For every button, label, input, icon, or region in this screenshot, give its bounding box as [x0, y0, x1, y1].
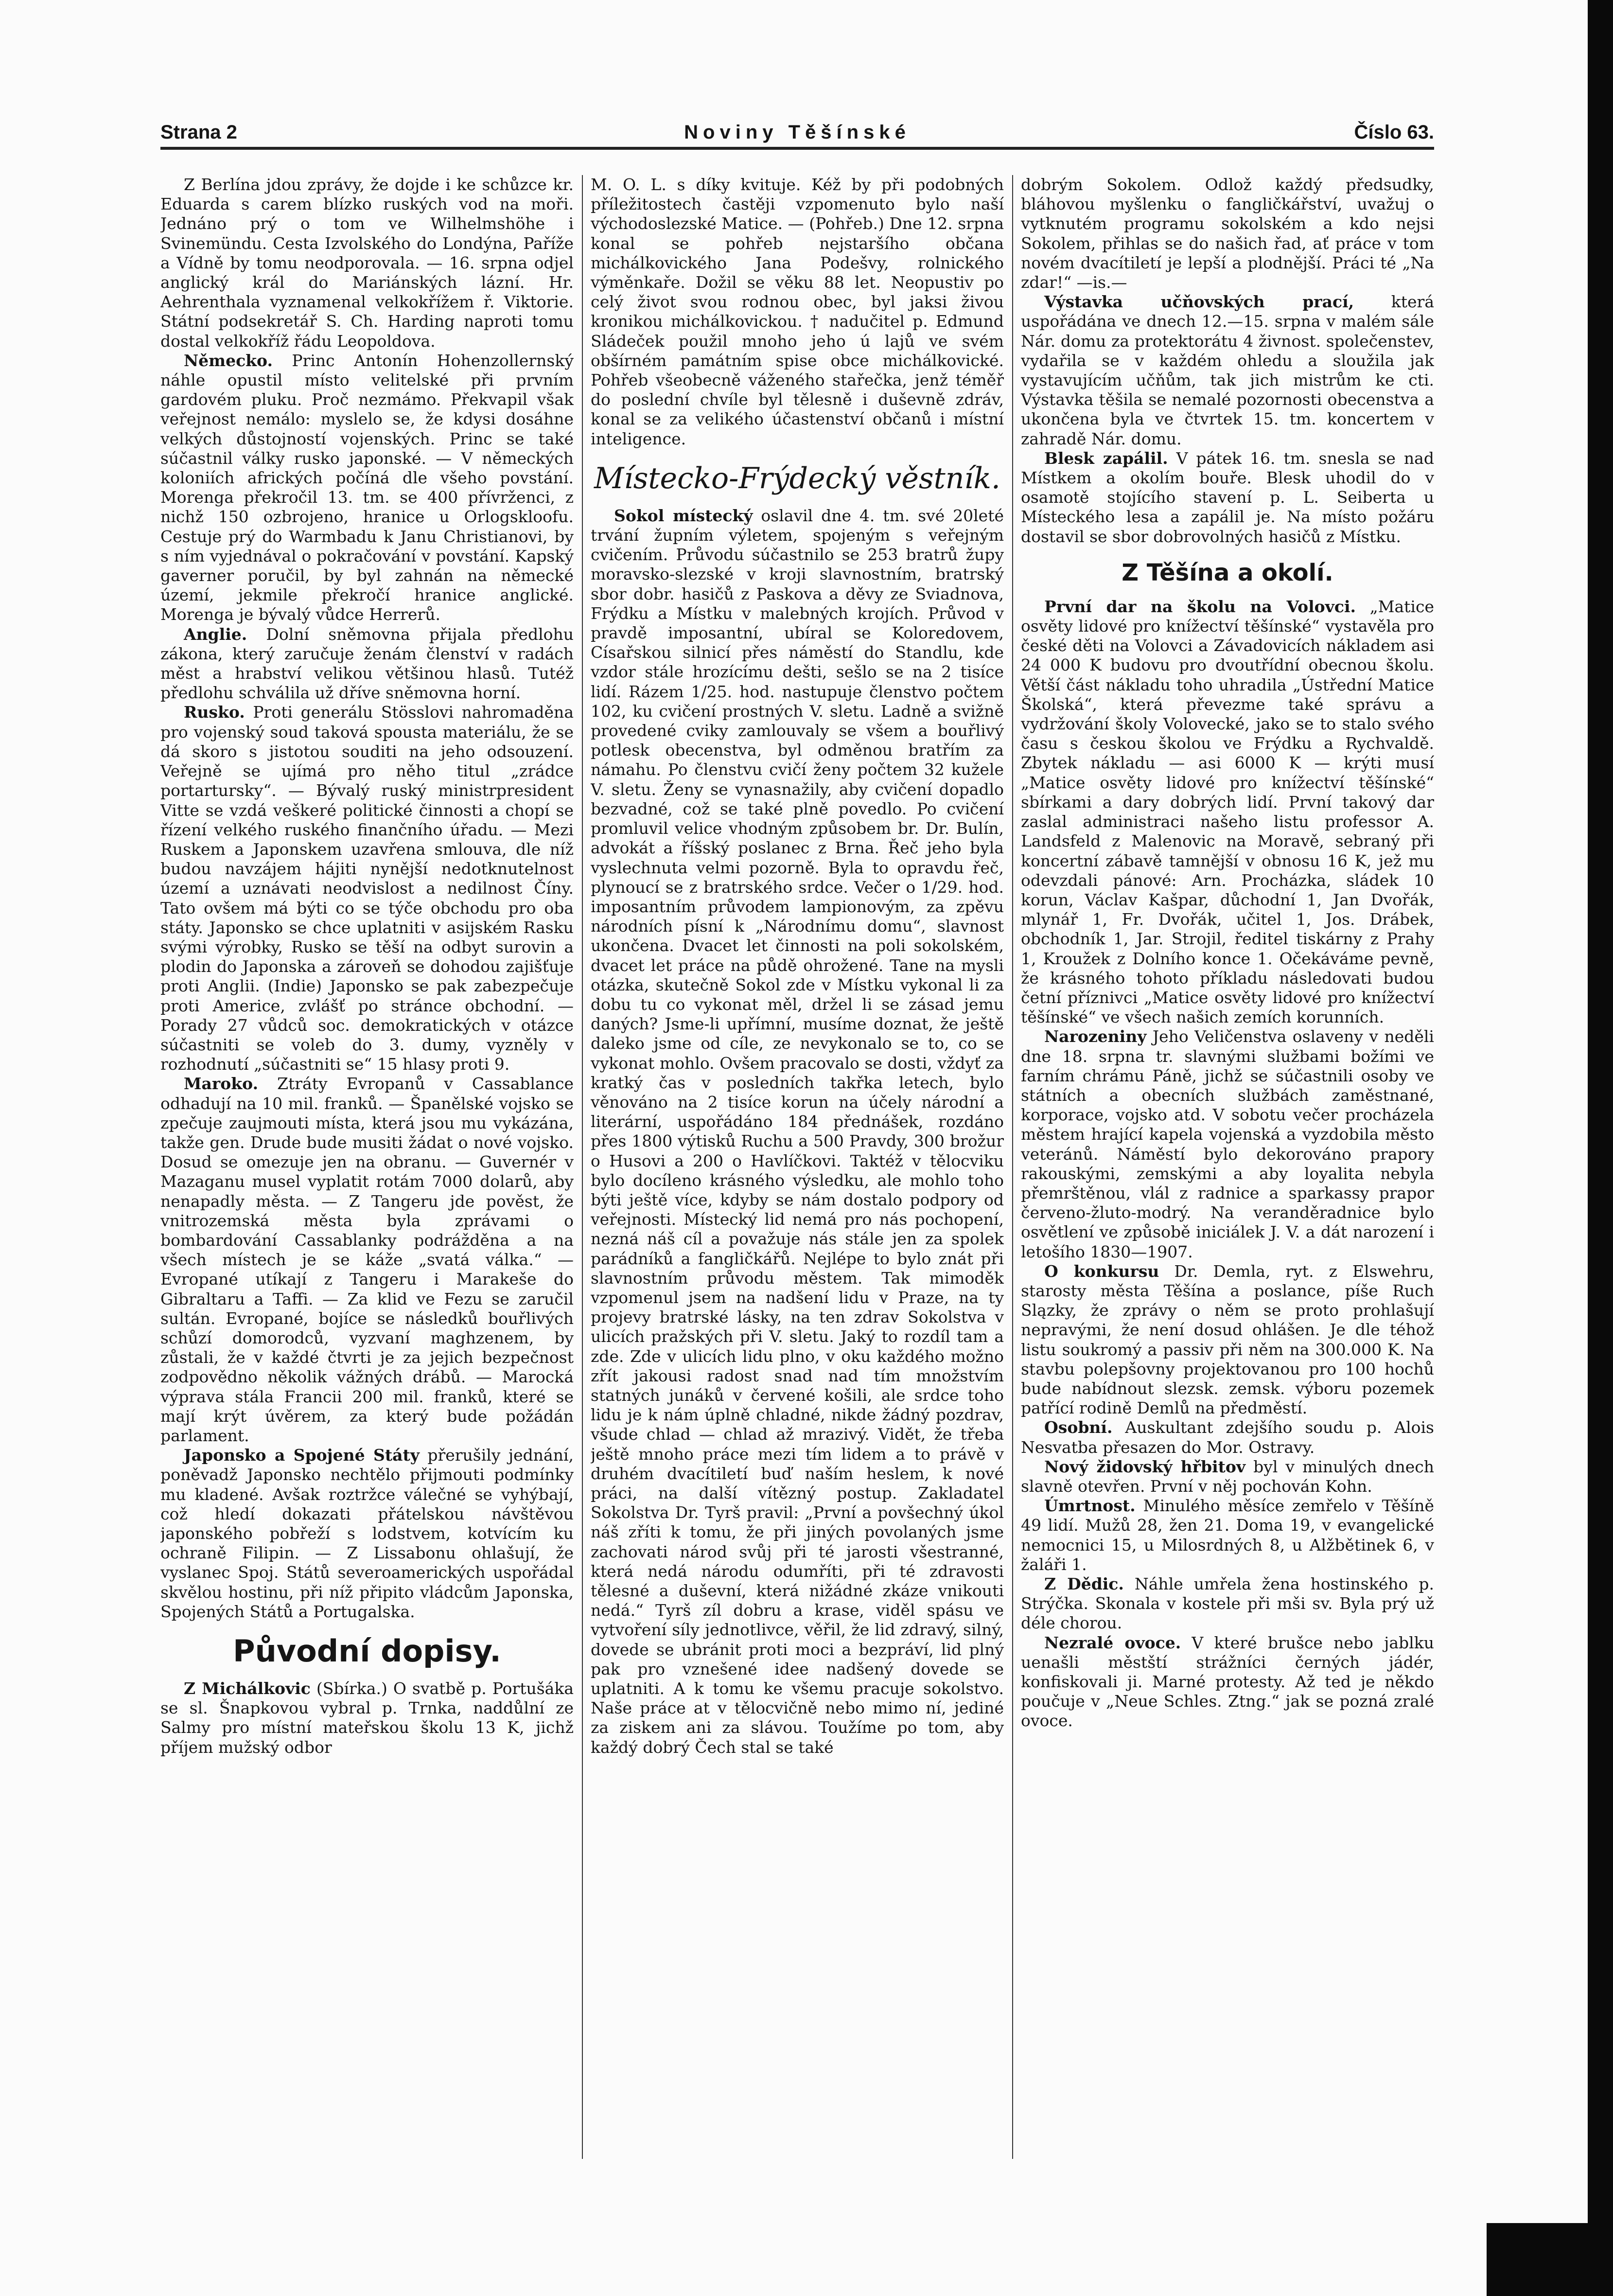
article-paragraph: Výstavka učňovských prací, která uspořádána ve dnech 12.—15. srpna v malém sále Nár. domu za protektorátu 4 živnost. společenstev, vydařila se v každém ohledu a sloužila jak vystavujícím učňům, tak jich mistrům ke cti. Výstavka těšila se nemalé pozornosti obecenstva a ukončena byla ve čtvrtek 15. tm. koncertem v zahradě Nár. domu.	[1021, 292, 1434, 448]
column-divider	[582, 175, 583, 2159]
article-paragraph: M. O. L. s díky kvituje. Kéž by při podobných příležitostech častěji vzpomenuto bylo naší východoslezské Matice. — (Pohřeb.) Dne 12. srpna konal se pohřeb nejstaršího občana michálkovického Jana Podešvy, rolnického výměnkaře. Dožil se věku 88 let. Neopustiv po celý život svou rodnou obec, byl jaksi živou kronikou michálkovickou. † nadučitel p. Edmund Sládeček použil mnoho jeho ú lajů ve svém obšírném památním spise obce michálkovické. Pohřeb všeobecně váženého stařečka, jenž téměř do poslední chvíle byl tělesně i duševně zdráv, konal se za velikého účastenství občanů i místní inteligence.	[591, 175, 1004, 448]
article-paragraph: Nezralé ovoce. V které brušce nebo jablku uenašli městští strážníci černých jádér, konfiskovali ji. Marné protesty. Až ted je někdo poučuje v „Neue Schles. Ztng.“ jak se pozná zralé ovoce.	[1021, 1633, 1434, 1731]
article-paragraph: Blesk zapálil. V pátek 16. tm. snesla se nad Místkem a okolím bouře. Blesk uhodil do v osamotě stojícího stavení p. L. Seiberta u Místeckého lesa a zapálil je. Na místo požáru dostavil se sbor dobrovolných hasičů z Místku.	[1021, 448, 1434, 546]
header-rule	[160, 147, 1434, 150]
paragraph-lead: Sokol místecký	[614, 506, 753, 525]
article-paragraph: dobrým Sokolem. Odlož každý předsudky, bláhovou myšlenku o fangličkářství, uvažuj o vytknutém programu sokolském a kdo nejsi Sokolem, přihlas se do našich řad, ať práce v tom novém dvacítiletí je lepší a plodnější. Práci té „Na zdar!“ —is.—	[1021, 175, 1434, 292]
column-divider	[1012, 175, 1013, 2159]
section-heading: Místecko-Frýdecký věstník.	[594, 461, 1000, 495]
article-paragraph: Narozeniny Jeho Veličenstva oslaveny v neděli dne 18. srpna tr. slavnými službami božími ve farním chrámu Páně, jichž se súčastnili osoby ve státních a obecních službách zaměstnané, korporace, vojsko atd. V sobotu večer procházela městem hrající kapela vojenská a vyzdobila město veteránů. Náměstí bylo dekorováno prapory rakouskými, zemskými a aby loyalita nebyla přemrštěnou, vlál z radnice a sparkassy prapor červeno-žluto-modrý. Na veranděradnice bylo osvětlení ve způsobě iniciálek J. V. a dát narození i letošího 1830—1907.	[1021, 1027, 1434, 1261]
paragraph-lead: Nový židovský hřbitov	[1044, 1457, 1246, 1476]
scan-border-corner	[1487, 2223, 1613, 2296]
page-header	[160, 117, 1434, 151]
article-paragraph: Japonsko a Spojené Státy přerušily jednání, poněvadž Japonsko nechtělo přijmouti podmínky mu kladené. Avšak roztržce válečné se vyhýbají, což hledí dokazati přátelskou návštěvou japonského pobřeží s lodstvem, kotvícím ku ochraně Filipin. — Z Lissabonu ohlašují, že vyslanec Spoj. Států severoamerických uspořádal skvělou hostinu, při níž připito vládcům Japonska, Spojených Států a Portugalska.	[160, 1446, 574, 1621]
paragraph-lead: Narozeniny	[1044, 1027, 1147, 1046]
page-number: Strana 2	[160, 122, 237, 143]
newspaper-page	[160, 117, 1434, 2208]
article-paragraph: Anglie. Dolní sněmovna přijala předlohu zákona, který zaručuje ženám členství v radách měst a hrabství velikou většinou hlasů. Tutéž předlohu schválila už dříve sněmovna horní.	[160, 624, 574, 703]
paragraph-lead: Nezralé ovoce.	[1044, 1633, 1181, 1652]
article-paragraph: Z Dědic. Náhle umřela žena hostinského p. Strýčka. Skonala v kostele při mši sv. Byla prý už déle chorou.	[1021, 1574, 1434, 1633]
scan-border-right	[1588, 0, 1613, 2296]
article-paragraph: Z Michálkovic (Sbírka.) O svatbě p. Portušáka se sl. Šnapkovou vybral p. Trnka, naddůlní ze Salmy pro místní mateřskou školu 13 K, jichž příjem mužský odbor	[160, 1679, 574, 1757]
article-paragraph: Rusko. Proti generálu Stösslovi nahromaděna pro vojenský soud taková spousta materiálu, že se dá skoro s jistotou souditi na jeho odsouzení. Veřejně se ujímá pro něho titul „zrádce portartursky“. — Bývalý ruský ministrpresident Vitte se vzdá veškeré politické činnosti a chopí se řízení velkého ruského finančního úřadu. — Mezi Ruskem a Japonskem uzavřena smlouva, dle níž budou navzájem hájiti nynější nedotknutelnost území a uznávati neodvislost a nedilnost Číny. Tato ovšem má býti co se týče obchodu pro oba státy. Japonsko se chce uplatniti v asijském Rasku svými výrobky, Rusko se těší na odbyt surovin a plodin do Japonska a zároveň se dohodou zajišťuje proti Anglii. (Indie) Japonsko se pak zabezpečuje proti Americe, zvlášť po stránce obchodní. — Porady 27 vůdců soc. demokratických v otázce súčastniti se voleb do 3. dumy, vyzněly v rozhodnutí „súčastniti se“ 15 hlasy proti 9.	[160, 703, 574, 1074]
article-paragraph: Nový židovský hřbitov byl v minulých dnech slavně otevřen. První v něj pochován Kohn.	[1021, 1457, 1434, 1496]
paragraph-lead: Rusko.	[184, 703, 245, 722]
paragraph-lead: První dar na školu na Volovci.	[1044, 597, 1356, 616]
paragraph-lead: Maroko.	[184, 1074, 259, 1094]
article-paragraph: Maroko. Ztráty Evropanů v Cassablance odhadují na 10 mil. franků. — Španělské vojsko se zpečuje zaujmouti místa, která jsou mu vykázána, takže gen. Drude bude musiti žádat o nové vojsko. Dosud se omezuje jen na obranu. — Guvernér v Mazaganu musel vyplatit rotám 7000 dolarů, aby nenapadly města. — Z Tangeru jde pověst, že vnitrozemská města byla zprávami o bombardování Cassablanky podrážděna a na všech místech je se káže „svatá válka.“ — Evropané utíkají z Tangeru i Marakeše do Gibraltaru a Taffi. — Za klid ve Fezu se zaručil sultán. Evropané, bojíce se následků bouřlivých schůzí domorodců, vyzvaní maghzenem, by zůstali, že v každé čtvrti je za jejich bezpečnost zodpovědno několik vážných drábů. — Marocká výprava stála Francii 200 mil. franků, které se mají krýt úvěrem, za který bude požádán parlament.	[160, 1074, 574, 1445]
newspaper-title: Noviny Těšínské	[684, 122, 911, 143]
paragraph-lead: Blesk zapálil.	[1044, 448, 1168, 468]
paragraph-lead: Japonsko a Spojené Státy	[184, 1446, 420, 1465]
article-paragraph: Osobní. Auskultant zdejšího soudu p. Alois Nesvatba přesazen do Mor. Ostravy.	[1021, 1418, 1434, 1457]
issue-number: Číslo 63.	[1354, 122, 1434, 143]
section-heading: Z Těšína a okolí.	[1122, 559, 1333, 586]
article-paragraph: Z Berlína jdou zprávy, že dojde i ke schůzce kr. Eduarda s carem blízko ruských vod na moři. Jednáno prý o tom ve Wilhelmshöhe i Svinemündu. Cesta Izvolského do Londýna, Paříže a Vídně by tomu neodporovala. — 16. srpna odjel anglický král do Mariánských lázní. Hr. Aehrenthala vyznamenal velkokřížem ř. Viktorie. Státní podsekretář S. Ch. Harding naproti tomu dostal velkokříž řádu Leopoldova.	[160, 175, 574, 351]
paragraph-lead: Německo.	[184, 351, 273, 370]
paragraph-lead: Z Michálkovic	[184, 1679, 311, 1698]
column-1	[160, 175, 574, 2198]
article-paragraph: Německo. Princ Antonín Hohenzollernský náhle opustil místo velitelské při prvním gardovém pluku. Proč nezmámo. Překvapil však veřejnost nemálo: myslelo se, že kdysi dosáhne velkých důstojností vojenských. Princ se také súčastnil války rusko japonské. — V německých koloniích afrických počíná dle všeho povstání. Morenga překročil 13. tm. se 400 přívrženci, z nichž 150 ozbrojeno, hranice u Orlogskloofu. Cestuje prý do Warmbadu k Janu Christianovi, by s ním vyjednával o pokračování v povstání. Kapský gaverner poručil, by byl zahnán na německé území, jekmile překročí hranice anglické. Morenga je bývalý vůdce Herrerů.	[160, 351, 574, 624]
paragraph-lead: Úmrtnost.	[1044, 1496, 1136, 1516]
column-3	[1021, 175, 1434, 2198]
article-paragraph: První dar na školu na Volovci. „Matice osvěty lidové pro knížectví těšínské“ vystavěla pro české děti na Volovci a Závadovicích nákladem asi 24 000 K budovu pro dvoutřídní obecnou školu. Větší část nákladu toho uhradila „Ústřední Matice Školská“, která převezme také správu a vydržování školy Volovecké, jako se to stalo svého času s českou školou ve Frýdku a Rychvaldě. Zbytek nákladu — asi 6000 K — krýti musí „Matice osvěty lidové pro knížectví těšínské“ sbírkami a dary dobrých lidí. První takový dar zaslal administraci našeho listu professor A. Landsfeld z Malenovic na Moravě, sebraný při koncertní zábavě tamnější v obnosu 16 K, jež mu odevzdali pánové: Arn. Procházka, sládek 10 korun, Václav Kašpar, důchodní 1, Jan Dvořák, mlynář 1, Fr. Dvořák, učitel 1, Jos. Drábek, obchodník 1, Jar. Strojil, ředitel tiskárny z Prahy 1, Kroužek z Dolního konce 1. Očekáváme pevně, že krásného tohoto příkladu následovati budou četní příznivci „Matice osvěty lidové pro knížectví těšínské“ ve všech našich zemích korunních.	[1021, 597, 1434, 1027]
article-paragraph: Úmrtnost. Minulého měsíce zemřelo v Těšíně 49 lidí. Mužů 28, žen 21. Doma 19, v evangelické nemocnici 15, u Milosrdných 8, u Alžbětinek 6, v žaláři 1.	[1021, 1496, 1434, 1574]
section-heading: Původní dopisy.	[233, 1633, 501, 1669]
article-paragraph: O konkursu Dr. Demla, ryt. z Elswehru, starosty města Těšína a poslance, píše Ruch Slązky, že zprávy o něm se proto prohlašují nepravými, že není dosud ohlášen. Je dle téhož listu soukromý a passiv při něm na 300.000 K. Na stavbu polepšovny projektovanou pro 100 hochů bude nabídnout slezsk. zemsk. výboru pozemek patřící rodině Demlů na předměstí.	[1021, 1261, 1434, 1418]
paragraph-lead: Výstavka učňovských prací,	[1044, 292, 1354, 312]
paragraph-lead: Z Dědic.	[1044, 1574, 1124, 1594]
paragraph-lead: Anglie.	[184, 624, 247, 644]
paragraph-lead: Osobní.	[1044, 1418, 1113, 1437]
article-paragraph: Sokol místecký oslavil dne 4. tm. své 20leté trvání župním výletem, spojeným s veřejným cvičením. Průvodu súčastnilo se 253 bratrů župy moravsko-slezské v kroji slavnostním, bratrský sbor dobr. hasičů z Paskova a děvy ze Sviadnova, Frýdku a Místku v malebných krojích. Průvod v pravdě imposantní, ubíral se Koloredovem, Císařskou silnicí přes náměstí do Standlu, kde vzdor stále hrozícímu dešti, sešlo se na 2 tisíce lidí. Rázem 1/25. hod. nastupuje členstvo počtem 102, ku cvičení prostných V. sletu. Ladně a svižně provedené cviky zamlouvaly se všem a bouřlivý potlesk obecenstva, byl odměnou bratřím za námahu. Po členstvu cvičí ženy počtem 32 kužele V. sletu. Ženy se vynasnažily, aby cvičení dopadlo bezvadné, což se také plně povedlo. Po cvičení promluvil velice vhodným způsobem br. Dr. Bulín, advokát a říšský poslanec z Brna. Řeč jeho byla vyslechnuta velmi pozorně. Byla to opravdu řeč, plynoucí se z bratrského srdce. Večer o 1/29. hod. imposantním průvodem lampionovým, za zpěvu národních písní k „Národnímu domu“, slavnost ukončena. Dvacet let činnosti na poli sokolském, dvacet let práce na půdě ohrožené. Tane na mysli otázka, skutečně Sokol zde v Místku vykonal li za dobu tu co vykonat měl, držel li se zásad jemu daných? Jsme-li upřímní, musíme doznat, že ještě daleko jsme od cíle, ze nevykonalo se to, co se vykonat mohlo. Ovšem pracovalo se dosti, vždyť za kratký čas v posledních takřka letech, bylo věnováno na 2 tisíce korun na účely národní a literární, uspořádáno 184 přednášek, rozdáno přes 1800 výtisků Ruchu a 500 Pravdy, 300 brožur o Husovi a 200 o Havlíčkovi. Taktéž v tělocviku bylo docíleno krásného výsledku, ale mohlo toho býti ještě více, kdyby se nám dostalo podpory od veřejnosti. Místecký lid nemá pro nás pochopení, nezná náš cíl a považuje nás stále jen za spolek parádníků a fangličkářů. Nejlépe to bylo znát při slavnostním průvodu městem. Tak mimoděk vzpomenul jsem na nadšení lidu v Praze, na ty projevy bratrské lásky, na ten zdrav Sokolstva v ulicích pražských při V. sletu. Jaký to rozdíl tam a zde. Zde v ulicích lidu plno, v oku každého možno zřít jakousi radost snad nad tím množstvím statných junáků v červené košili, ale srdce toho lidu je k nám úplně chladné, nikde žádný pozdrav, všude chlad — chlad až mrazivý. Vidět, že třeba ještě mnoho práce mezi tím lidem a to právě v druhém dvacítiletí buď naším heslem, k nové práci, na další vítězný postup. Zakladatel Sokolstva Dr. Tyrš pravil: „První a povšechný úkol náš zříti k tomu, že při jiných povolaných jsme zachovati národ svůj při té jarosti všestranné, která nedá národu odumříti, při té zdravosti tělesné a duševní, která nižádné zkáze vnikouti nedá.“ Tyrš zíl dobru a krase, viděl spásu ve vytvoření síly jednotlivce, věřil, že lid zdravý, silný, dovede se ubránit proti moci a bezpráví, lid plný pak pro vznešené idee nadšený dovede se uplatniti. A k tomu ke všemu pracuje sokolstvo. Naše práce at v tělocvičně nebo mimo ní, jediné za ziskem ani za slávou. Toužíme po tom, aby každý dobrý Čech stal se také	[591, 506, 1004, 1757]
column-2	[591, 175, 1004, 2198]
paragraph-lead: O konkursu	[1044, 1261, 1159, 1281]
